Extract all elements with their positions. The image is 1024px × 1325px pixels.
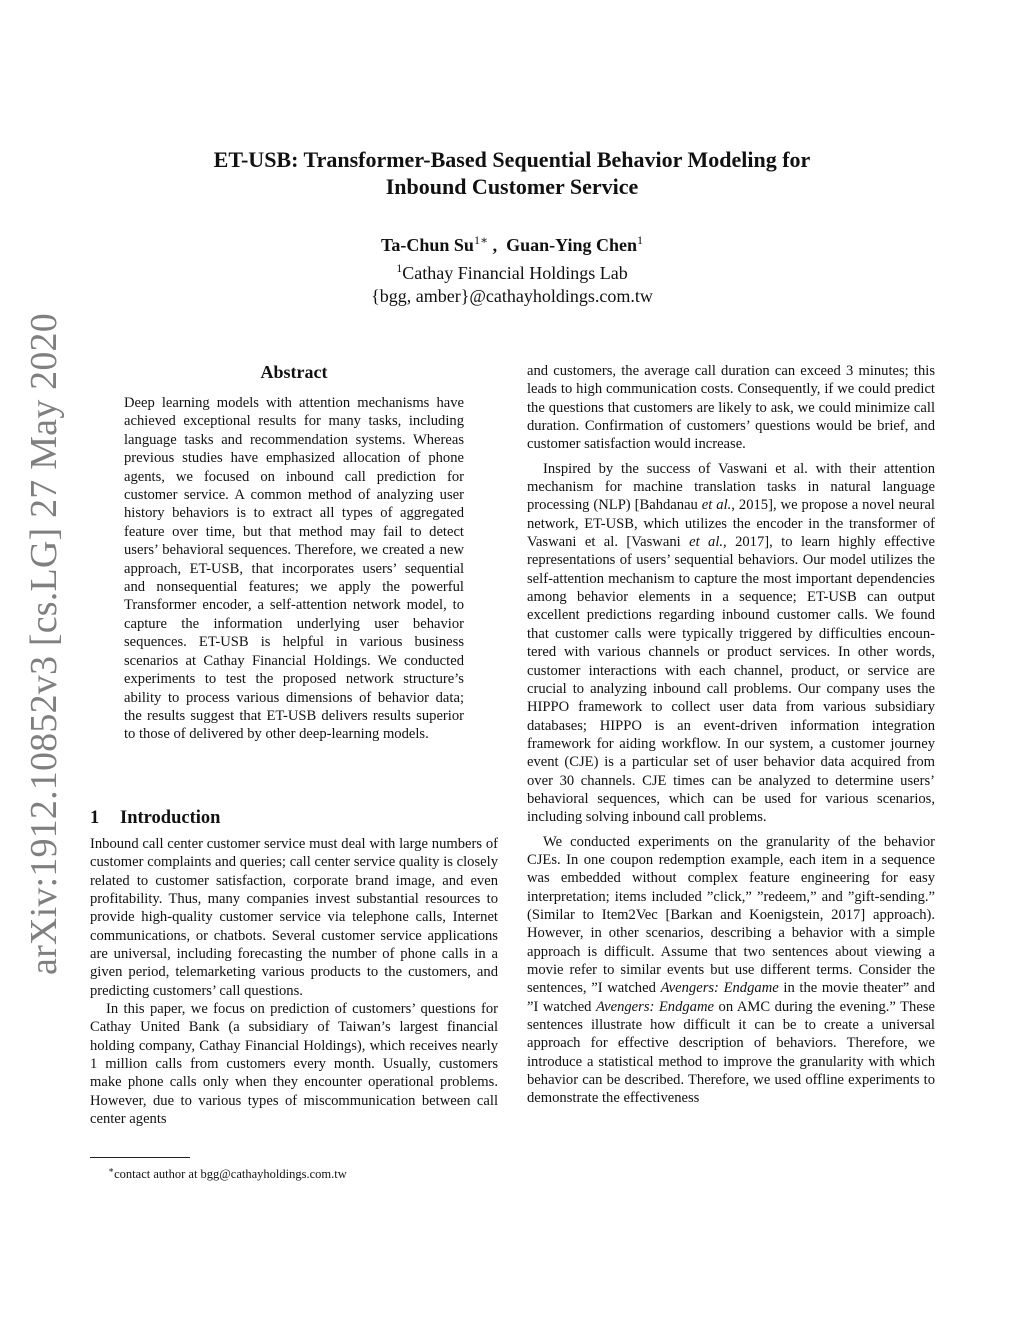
footnote-text: contact author at bgg@cathayholdings.com.tw [114,1167,347,1182]
text-run: in the movie theater” and ”I watched [527,980,936,1015]
text-run: on AMC during the evening.” These sentences illustrate how difficult it can be to create a universal approach for effective description of behaviors. Therefore, we introduce a statistical method to improve the granularity with which behavior can be described. Therefore, we used offline experiments to demonstrate the effectiveness [527,998,935,1107]
text-run: , 2015], we propose a novel neural network, ET-USB, which utilizes the encoder in the transformer of Vaswani et al. [Vaswani [527,497,935,551]
affiliation-name: Cathay Financial Holdings Lab [402,263,628,283]
right-column [527,362,935,1108]
paper-title [150,146,874,200]
section-heading-introduction [90,806,498,830]
author-separator: , [488,235,507,255]
left-column [90,835,498,1129]
italic-et-al: et al. [689,534,724,551]
italic-movie-title: Avengers: Endgame [660,980,779,997]
text-run: , 2017], to learn highly effective representations of users’ sequential behaviors. Our model utilizes the self-attention mechanism to capture the most important dependencies among behavior elements in a sequence; ET-USB can output excellent predictions regarding inbound customer calls. We found that customer calls were typically triggered by difficulties encountered with various channels or product services. In other words, customer interactions with each channel, product, or service are crucial to analyzing inbound call problems. Our company uses the HIPPO framework to collect user data from various subsidiary databases; HIPPO is an event-driven information integration framework for aiding workflow. In our system, a customer journey event (CJE) is a particular set of user behavior data acquired from over 30 channels. CJE times can be analyzed to determine users’ behavioral sequences, which can be used for various scenarios, including solving inbound call problems. [527,534,935,826]
arxiv-stamp: arXiv:1912.10852v3 [cs.LG] 27 May 2020 [23,313,65,975]
footnote [108,1162,488,1182]
text-run: We conducted experiments on the granularity of the behavior CJEs. In one coupon redemption example, each item in a sequence was embedded without complex feature engineering for easy interpretation; items included ”click,” ”redeem,” and ”gift-sending.” (Similar to Item2Vec [Barkan and Koenigstein, 2017] approach). However, in other scenarios, describing a behavior with a simple approach is difficult. Assume that two sentences about viewing a movie refer to similar events but use different terms. Consider the sentences, ”I watched [527,833,935,997]
author-2: Guan-Ying Chen [506,235,637,255]
italic-movie-title: Avengers: Endgame [596,998,714,1015]
abstract-heading: Abstract [260,362,328,382]
title-line-2: Inbound Customer Service [385,174,639,199]
footnote-rule [90,1157,190,1158]
author-list [200,227,824,258]
affiliation [200,255,824,286]
author-1-marks: 1∗ [473,233,489,247]
section-title: Introduction [120,808,221,828]
intro-paragraph-2: In this paper, we focus on prediction of customers’ questions for Cathay United Bank (a subsidiary of Taiwan’s largest financial holding company, Cathay Financial Holdings), which receives nearly 1 million calls from customers every month. Usually, customers make phone calls only when they encounter operational problems. However, due to various types of miscommunication between call center agents [90,1001,498,1128]
right-paragraph-3 [527,833,935,1108]
italic-et-al: et al. [701,497,732,514]
author-2-marks: 1 [636,233,643,247]
title-line-1: ET-USB: Transformer-Based Sequential Behavior Modeling for [213,147,811,172]
affiliation-mark: 1 [396,261,403,275]
author-1: Ta-Chun Su [381,235,474,255]
abstract-text: Deep learning models with attention mechanisms have achieved exceptional results for many tasks, including language tasks and recommendation systems. Whereas previous studies have emphasized allocation of phone agents, we focused on inbound call prediction for customer service. A common method of analyzing user history behaviors is to extract all types of aggregated feature over time, but that method may fail to detect users’ behavioral sequences. Therefore, we created a new approach, ET-USB, that incorporates users’ sequential and nonsequential features; we apply the powerful Transformer encoder, a self-attention network model, to capture the information underlying user behavior sequences. ET-USB is helpful in various business scenarios at Cathay Financial Holdings. We conducted experiments to test the proposed network structure’s ability to process various dimensions of behavior data; the results suggest that ET-USB delivers results superior to those of delivered by other deep-learning models. [124,395,464,743]
section-number: 1 [90,808,100,828]
intro-paragraph-1: Inbound call center customer service must deal with large numbers of customer complaints and queries; call center service quality is closely related to customer satisfaction, corporate brand image, and even profitability. Thus, many companies invest substantial resources to provide high-quality customer service via telephone calls, Internet communications, or chatbots. Several customer service applications are universal, including forecasting the number of phone calls in a given period, telemarketing various products to the customers, and predicting customers’ call questions. [90,836,498,999]
text-run: Inspired by the success of Vaswani et al. with their attention mechanism for machine translation tasks in natural language processing (NLP) [Bahdanau [527,460,935,514]
footnote-mark: ∗ [108,1165,115,1175]
author-email: {bgg, amber}@cathayholdings.com.tw [371,286,653,306]
right-paragraph-1: and customers, the average call duration can exceed 3 minutes; this leads to high communication costs. Consequently, if we could predict the questions that customers are likely to ask, we could minimize call duration. Confirmation of customers’ questions would be brief, and customer satisfaction would increase. [527,363,935,453]
right-paragraph-2 [527,460,935,827]
